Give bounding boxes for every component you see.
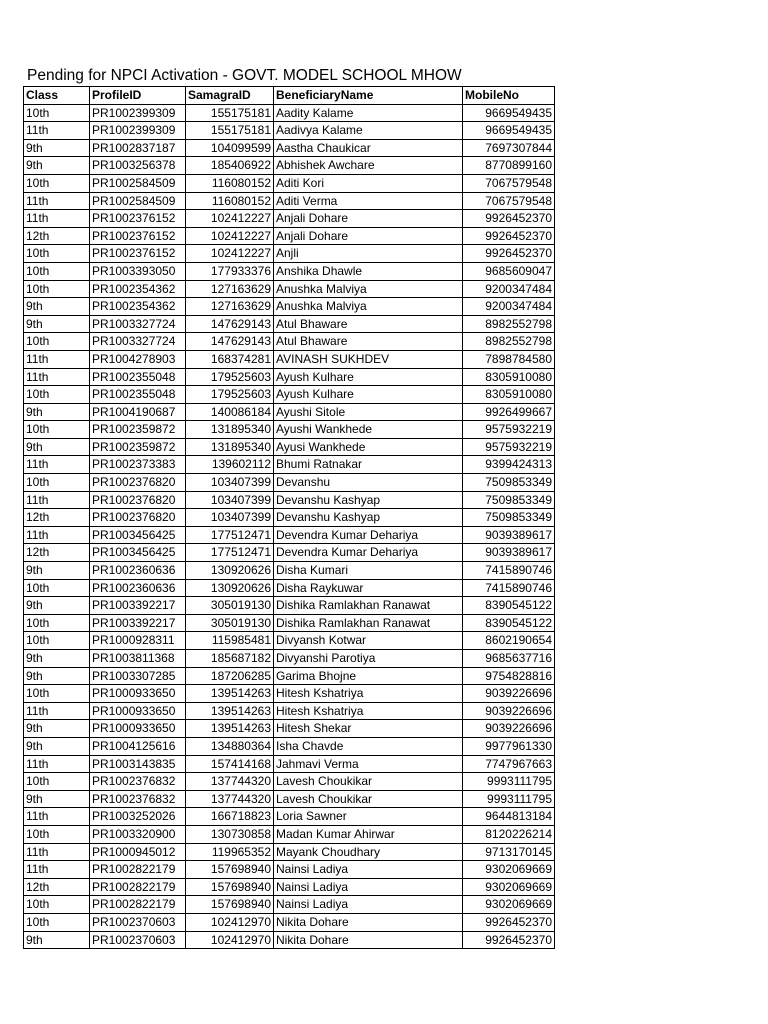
cell-profile-id[interactable]: PR1000933650	[90, 720, 186, 738]
cell-mobile-no[interactable]: 7747967663	[463, 755, 555, 773]
cell-class[interactable]: 10th	[24, 773, 90, 791]
table-row	[24, 104, 555, 122]
cell-beneficiary-name[interactable]: Anjali Dohare	[274, 210, 463, 228]
cell-beneficiary-name[interactable]: Ayushi Wankhede	[274, 421, 463, 439]
cell-profile-id[interactable]: PR1000933650	[90, 702, 186, 720]
cell-beneficiary-name[interactable]: Devendra Kumar Dehariya	[274, 526, 463, 544]
cell-samagra-id[interactable]: 102412227	[186, 210, 274, 228]
cell-profile-id[interactable]: PR1003393050	[90, 262, 186, 280]
cell-samagra-id[interactable]: 185406922	[186, 157, 274, 175]
cell-class[interactable]: 10th	[24, 421, 90, 439]
cell-class[interactable]: 12th	[24, 509, 90, 527]
table-row	[24, 614, 555, 632]
cell-mobile-no[interactable]: 9644813184	[463, 808, 555, 826]
table-row	[24, 157, 555, 175]
table-row	[24, 526, 555, 544]
cell-profile-id[interactable]: PR1002359872	[90, 438, 186, 456]
cell-profile-id[interactable]: PR1002584509	[90, 192, 186, 210]
cell-class[interactable]: 10th	[24, 174, 90, 192]
cell-beneficiary-name[interactable]: Hitesh Kshatriya	[274, 702, 463, 720]
table-row	[24, 491, 555, 509]
cell-samagra-id[interactable]: 166718823	[186, 808, 274, 826]
cell-mobile-no[interactable]: 7415890746	[463, 579, 555, 597]
cell-beneficiary-name[interactable]: Ayush Kulhare	[274, 386, 463, 404]
cell-beneficiary-name[interactable]: Bhumi Ratnakar	[274, 456, 463, 474]
cell-samagra-id[interactable]: 134880364	[186, 737, 274, 755]
cell-mobile-no[interactable]: 7697307844	[463, 139, 555, 157]
cell-samagra-id[interactable]: 103407399	[186, 474, 274, 492]
cell-profile-id[interactable]: PR1002355048	[90, 386, 186, 404]
table-row	[24, 262, 555, 280]
cell-profile-id[interactable]: PR1002354362	[90, 280, 186, 298]
cell-beneficiary-name[interactable]: Hitesh Kshatriya	[274, 685, 463, 703]
cell-beneficiary-name[interactable]: Nainsi Ladiya	[274, 861, 463, 879]
cell-mobile-no[interactable]: 9302069669	[463, 878, 555, 896]
cell-mobile-no[interactable]: 8982552798	[463, 315, 555, 333]
cell-samagra-id[interactable]: 102412227	[186, 227, 274, 245]
cell-beneficiary-name[interactable]: Dishika Ramlakhan Ranawat	[274, 614, 463, 632]
cell-beneficiary-name[interactable]: Nikita Dohare	[274, 931, 463, 949]
cell-samagra-id[interactable]: 130920626	[186, 562, 274, 580]
cell-samagra-id[interactable]: 103407399	[186, 509, 274, 527]
cell-samagra-id[interactable]: 179525603	[186, 386, 274, 404]
cell-beneficiary-name[interactable]: Atul Bhaware	[274, 333, 463, 351]
cell-class[interactable]: 9th	[24, 650, 90, 668]
table-row	[24, 474, 555, 492]
cell-beneficiary-name[interactable]: Ayushi Sitole	[274, 403, 463, 421]
cell-mobile-no[interactable]: 9039226696	[463, 720, 555, 738]
cell-samagra-id[interactable]: 103407399	[186, 491, 274, 509]
table-row	[24, 386, 555, 404]
cell-profile-id[interactable]: PR1003456425	[90, 526, 186, 544]
cell-beneficiary-name[interactable]: Disha Raykuwar	[274, 579, 463, 597]
cell-samagra-id[interactable]: 147629143	[186, 333, 274, 351]
cell-mobile-no[interactable]: 9669549435	[463, 104, 555, 122]
table-row	[24, 720, 555, 738]
cell-profile-id[interactable]: PR1004190687	[90, 403, 186, 421]
cell-profile-id[interactable]: PR1002822179	[90, 896, 186, 914]
cell-class[interactable]: 11th	[24, 843, 90, 861]
cell-profile-id[interactable]: PR1000933650	[90, 685, 186, 703]
cell-class[interactable]: 9th	[24, 298, 90, 316]
cell-mobile-no[interactable]: 8305910080	[463, 368, 555, 386]
cell-mobile-no[interactable]: 9039226696	[463, 702, 555, 720]
cell-class[interactable]: 9th	[24, 315, 90, 333]
table-row	[24, 896, 555, 914]
table-row	[24, 808, 555, 826]
table-header-row	[24, 87, 555, 105]
cell-beneficiary-name[interactable]: Abhishek Awchare	[274, 157, 463, 175]
cell-beneficiary-name[interactable]: AVINASH SUKHDEV	[274, 350, 463, 368]
cell-mobile-no[interactable]: 7067579548	[463, 174, 555, 192]
cell-profile-id[interactable]: PR1002376152	[90, 210, 186, 228]
table-row	[24, 650, 555, 668]
cell-samagra-id[interactable]: 131895340	[186, 421, 274, 439]
cell-mobile-no[interactable]: 7509853349	[463, 474, 555, 492]
cell-beneficiary-name[interactable]: Aditi Verma	[274, 192, 463, 210]
table-row	[24, 825, 555, 843]
table-row	[24, 685, 555, 703]
cell-beneficiary-name[interactable]: Madan Kumar Ahirwar	[274, 825, 463, 843]
cell-class[interactable]: 11th	[24, 350, 90, 368]
cell-mobile-no[interactable]: 9039389617	[463, 544, 555, 562]
cell-profile-id[interactable]: PR1002376152	[90, 227, 186, 245]
cell-samagra-id[interactable]: 116080152	[186, 192, 274, 210]
cell-beneficiary-name[interactable]: Aditi Kori	[274, 174, 463, 192]
cell-profile-id[interactable]: PR1002837187	[90, 139, 186, 157]
cell-samagra-id[interactable]: 185687182	[186, 650, 274, 668]
cell-beneficiary-name[interactable]: Jahmavi Verma	[274, 755, 463, 773]
cell-samagra-id[interactable]: 147629143	[186, 315, 274, 333]
table-row	[24, 403, 555, 421]
table-row	[24, 280, 555, 298]
cell-mobile-no[interactable]: 9754828816	[463, 667, 555, 685]
cell-class[interactable]: 9th	[24, 562, 90, 580]
cell-class[interactable]: 11th	[24, 755, 90, 773]
cell-profile-id[interactable]: PR1002376820	[90, 491, 186, 509]
cell-class[interactable]: 11th	[24, 491, 90, 509]
cell-beneficiary-name[interactable]: Ayusi Wankhede	[274, 438, 463, 456]
table-row	[24, 773, 555, 791]
cell-samagra-id[interactable]: 179525603	[186, 368, 274, 386]
cell-mobile-no[interactable]: 9669549435	[463, 122, 555, 140]
cell-mobile-no[interactable]: 8390545122	[463, 597, 555, 615]
cell-mobile-no[interactable]: 7067579548	[463, 192, 555, 210]
table-row	[24, 509, 555, 527]
cell-mobile-no[interactable]: 9302069669	[463, 861, 555, 879]
cell-samagra-id[interactable]: 177933376	[186, 262, 274, 280]
cell-mobile-no[interactable]: 9685637716	[463, 650, 555, 668]
cell-mobile-no[interactable]: 9926452370	[463, 245, 555, 263]
cell-class[interactable]: 10th	[24, 896, 90, 914]
cell-class[interactable]: 10th	[24, 632, 90, 650]
table-row	[24, 843, 555, 861]
table-row	[24, 368, 555, 386]
cell-profile-id[interactable]: PR1002370603	[90, 931, 186, 949]
cell-mobile-no[interactable]: 9713170145	[463, 843, 555, 861]
cell-class[interactable]: 10th	[24, 685, 90, 703]
cell-mobile-no[interactable]: 9399424313	[463, 456, 555, 474]
cell-profile-id[interactable]: PR1002399309	[90, 104, 186, 122]
column-header-mobile-no[interactable]: MobileNo	[463, 87, 555, 105]
cell-beneficiary-name[interactable]: Aadity Kalame	[274, 104, 463, 122]
cell-samagra-id[interactable]: 305019130	[186, 614, 274, 632]
cell-samagra-id[interactable]: 139514263	[186, 702, 274, 720]
cell-mobile-no[interactable]: 8390545122	[463, 614, 555, 632]
table-row	[24, 210, 555, 228]
cell-class[interactable]: 9th	[24, 438, 90, 456]
cell-beneficiary-name[interactable]: Garima Bhojne	[274, 667, 463, 685]
cell-profile-id[interactable]: PR1002822179	[90, 861, 186, 879]
cell-beneficiary-name[interactable]: Divyansh Kotwar	[274, 632, 463, 650]
cell-profile-id[interactable]: PR1002355048	[90, 368, 186, 386]
table-row	[24, 192, 555, 210]
cell-beneficiary-name[interactable]: Devendra Kumar Dehariya	[274, 544, 463, 562]
cell-beneficiary-name[interactable]: Divyanshi Parotiya	[274, 650, 463, 668]
cell-profile-id[interactable]: PR1003307285	[90, 667, 186, 685]
cell-samagra-id[interactable]: 130920626	[186, 579, 274, 597]
cell-profile-id[interactable]: PR1002822179	[90, 878, 186, 896]
cell-samagra-id[interactable]: 102412227	[186, 245, 274, 263]
cell-beneficiary-name[interactable]: Nainsi Ladiya	[274, 878, 463, 896]
cell-class[interactable]: 9th	[24, 667, 90, 685]
cell-profile-id[interactable]: PR1002584509	[90, 174, 186, 192]
cell-class[interactable]: 12th	[24, 878, 90, 896]
cell-samagra-id[interactable]: 130730858	[186, 825, 274, 843]
cell-profile-id[interactable]: PR1003392217	[90, 597, 186, 615]
table-row	[24, 122, 555, 140]
cell-samagra-id[interactable]: 127163629	[186, 298, 274, 316]
cell-profile-id[interactable]: PR1003327724	[90, 315, 186, 333]
table-row	[24, 298, 555, 316]
cell-samagra-id[interactable]: 119965352	[186, 843, 274, 861]
table-row	[24, 421, 555, 439]
cell-profile-id[interactable]: PR1002376832	[90, 773, 186, 791]
cell-beneficiary-name[interactable]: Devanshu	[274, 474, 463, 492]
cell-samagra-id[interactable]: 305019130	[186, 597, 274, 615]
table-row	[24, 597, 555, 615]
column-header-class[interactable]: Class	[24, 87, 90, 105]
cell-mobile-no[interactable]: 9926452370	[463, 913, 555, 931]
cell-profile-id[interactable]: PR1002376820	[90, 474, 186, 492]
cell-class[interactable]: 9th	[24, 597, 90, 615]
table-row	[24, 245, 555, 263]
cell-profile-id[interactable]: PR1003456425	[90, 544, 186, 562]
cell-mobile-no[interactable]: 9926452370	[463, 931, 555, 949]
cell-samagra-id[interactable]: 157698940	[186, 878, 274, 896]
cell-samagra-id[interactable]: 115985481	[186, 632, 274, 650]
cell-mobile-no[interactable]: 9575932219	[463, 438, 555, 456]
cell-mobile-no[interactable]: 9926499667	[463, 403, 555, 421]
beneficiary-table	[23, 86, 555, 949]
table-body	[24, 104, 555, 949]
table-row	[24, 315, 555, 333]
cell-beneficiary-name[interactable]: Aadivya Kalame	[274, 122, 463, 140]
table-row	[24, 632, 555, 650]
cell-profile-id[interactable]: PR1002373383	[90, 456, 186, 474]
cell-profile-id[interactable]: PR1002359872	[90, 421, 186, 439]
cell-profile-id[interactable]: PR1003143835	[90, 755, 186, 773]
cell-profile-id[interactable]: PR1002376152	[90, 245, 186, 263]
cell-beneficiary-name[interactable]: Lavesh Choukikar	[274, 790, 463, 808]
cell-profile-id[interactable]: PR1003252026	[90, 808, 186, 826]
cell-class[interactable]: 10th	[24, 825, 90, 843]
cell-class[interactable]: 10th	[24, 262, 90, 280]
cell-profile-id[interactable]: PR1002354362	[90, 298, 186, 316]
cell-beneficiary-name[interactable]: Anshika Dhawle	[274, 262, 463, 280]
cell-mobile-no[interactable]: 7509853349	[463, 491, 555, 509]
table-row	[24, 438, 555, 456]
cell-profile-id[interactable]: PR1002360636	[90, 562, 186, 580]
table-row	[24, 174, 555, 192]
cell-mobile-no[interactable]: 7415890746	[463, 562, 555, 580]
table-row	[24, 913, 555, 931]
cell-class[interactable]: 9th	[24, 720, 90, 738]
table-row	[24, 755, 555, 773]
cell-samagra-id[interactable]: 139514263	[186, 720, 274, 738]
cell-class[interactable]: 11th	[24, 526, 90, 544]
cell-profile-id[interactable]: PR1004125616	[90, 737, 186, 755]
table-row	[24, 737, 555, 755]
cell-beneficiary-name[interactable]: Hitesh Shekar	[274, 720, 463, 738]
cell-beneficiary-name[interactable]: Anushka Malviya	[274, 280, 463, 298]
cell-class[interactable]: 12th	[24, 544, 90, 562]
column-header-beneficiary-name[interactable]: BeneficiaryName	[274, 87, 463, 105]
table-row	[24, 544, 555, 562]
cell-samagra-id[interactable]: 157698940	[186, 896, 274, 914]
table-row	[24, 227, 555, 245]
table-row	[24, 861, 555, 879]
cell-profile-id[interactable]: PR1003256378	[90, 157, 186, 175]
cell-profile-id[interactable]: PR1002376820	[90, 509, 186, 527]
cell-profile-id[interactable]: PR1002370603	[90, 913, 186, 931]
cell-samagra-id[interactable]: 104099599	[186, 139, 274, 157]
cell-mobile-no[interactable]: 9200347484	[463, 280, 555, 298]
table-row	[24, 702, 555, 720]
cell-beneficiary-name[interactable]: Anjli	[274, 245, 463, 263]
cell-class[interactable]: 12th	[24, 227, 90, 245]
cell-class[interactable]: 11th	[24, 456, 90, 474]
cell-samagra-id[interactable]: 157698940	[186, 861, 274, 879]
cell-mobile-no[interactable]: 9200347484	[463, 298, 555, 316]
cell-class[interactable]: 10th	[24, 104, 90, 122]
cell-profile-id[interactable]: PR1000928311	[90, 632, 186, 650]
cell-class[interactable]: 10th	[24, 614, 90, 632]
table-row	[24, 456, 555, 474]
cell-beneficiary-name[interactable]: Isha Chavde	[274, 737, 463, 755]
cell-samagra-id[interactable]: 131895340	[186, 438, 274, 456]
cell-class[interactable]: 9th	[24, 157, 90, 175]
spreadsheet-sheet	[23, 66, 555, 949]
column-header-profile-id[interactable]: ProfileID	[90, 87, 186, 105]
cell-beneficiary-name[interactable]: Disha Kumari	[274, 562, 463, 580]
cell-mobile-no[interactable]: 7898784580	[463, 350, 555, 368]
cell-samagra-id[interactable]: 102412970	[186, 931, 274, 949]
cell-samagra-id[interactable]: 139602112	[186, 456, 274, 474]
table-row	[24, 667, 555, 685]
cell-mobile-no[interactable]: 9039389617	[463, 526, 555, 544]
table-row	[24, 139, 555, 157]
cell-samagra-id[interactable]: 187206285	[186, 667, 274, 685]
cell-class[interactable]: 9th	[24, 403, 90, 421]
table-row	[24, 790, 555, 808]
cell-mobile-no[interactable]: 9039226696	[463, 685, 555, 703]
cell-beneficiary-name[interactable]: Nainsi Ladiya	[274, 896, 463, 914]
table-row	[24, 931, 555, 949]
cell-mobile-no[interactable]: 9302069669	[463, 896, 555, 914]
cell-beneficiary-name[interactable]: Devanshu Kashyap	[274, 491, 463, 509]
cell-class[interactable]: 10th	[24, 386, 90, 404]
cell-class[interactable]: 10th	[24, 474, 90, 492]
cell-class[interactable]: 11th	[24, 210, 90, 228]
cell-samagra-id[interactable]: 157414168	[186, 755, 274, 773]
cell-beneficiary-name[interactable]: Anjali Dohare	[274, 227, 463, 245]
cell-mobile-no[interactable]: 7509853349	[463, 509, 555, 527]
cell-mobile-no[interactable]: 8120226214	[463, 825, 555, 843]
cell-samagra-id[interactable]: 137744320	[186, 790, 274, 808]
cell-samagra-id[interactable]: 116080152	[186, 174, 274, 192]
cell-beneficiary-name[interactable]: Lavesh Choukikar	[274, 773, 463, 791]
cell-profile-id[interactable]: PR1003392217	[90, 614, 186, 632]
cell-profile-id[interactable]: PR1003811368	[90, 650, 186, 668]
cell-samagra-id[interactable]: 155175181	[186, 104, 274, 122]
cell-mobile-no[interactable]: 8982552798	[463, 333, 555, 351]
cell-beneficiary-name[interactable]: Dishika Ramlakhan Ranawat	[274, 597, 463, 615]
cell-samagra-id[interactable]: 155175181	[186, 122, 274, 140]
cell-samagra-id[interactable]: 168374281	[186, 350, 274, 368]
page-title: Pending for NPCI Activation - GOVT. MODEL SCHOOL MHOW	[27, 67, 462, 84]
cell-class[interactable]: 11th	[24, 861, 90, 879]
cell-beneficiary-name[interactable]: Atul Bhaware	[274, 315, 463, 333]
cell-class[interactable]: 10th	[24, 579, 90, 597]
cell-beneficiary-name[interactable]: Aastha Chaukicar	[274, 139, 463, 157]
cell-mobile-no[interactable]: 9575932219	[463, 421, 555, 439]
cell-class[interactable]: 9th	[24, 737, 90, 755]
cell-class[interactable]: 11th	[24, 192, 90, 210]
cell-profile-id[interactable]: PR1004278903	[90, 350, 186, 368]
cell-class[interactable]: 10th	[24, 913, 90, 931]
table-row	[24, 333, 555, 351]
cell-profile-id[interactable]: PR1000945012	[90, 843, 186, 861]
cell-beneficiary-name[interactable]: Anushka Malviya	[274, 298, 463, 316]
cell-mobile-no[interactable]: 9993111795	[463, 790, 555, 808]
cell-class[interactable]: 11th	[24, 122, 90, 140]
cell-mobile-no[interactable]: 8602190654	[463, 632, 555, 650]
cell-class[interactable]: 10th	[24, 245, 90, 263]
cell-beneficiary-name[interactable]: Loria Sawner	[274, 808, 463, 826]
cell-mobile-no[interactable]: 9926452370	[463, 227, 555, 245]
cell-class[interactable]: 11th	[24, 702, 90, 720]
table-row	[24, 562, 555, 580]
cell-samagra-id[interactable]: 139514263	[186, 685, 274, 703]
cell-samagra-id[interactable]: 177512471	[186, 526, 274, 544]
cell-samagra-id[interactable]: 137744320	[186, 773, 274, 791]
cell-profile-id[interactable]: PR1002376832	[90, 790, 186, 808]
cell-beneficiary-name[interactable]: Nikita Dohare	[274, 913, 463, 931]
cell-beneficiary-name[interactable]: Devanshu Kashyap	[274, 509, 463, 527]
cell-beneficiary-name[interactable]: Mayank Choudhary	[274, 843, 463, 861]
cell-mobile-no[interactable]: 9977961330	[463, 737, 555, 755]
cell-profile-id[interactable]: PR1002399309	[90, 122, 186, 140]
column-header-samagra-id[interactable]: SamagraID	[186, 87, 274, 105]
cell-mobile-no[interactable]: 9926452370	[463, 210, 555, 228]
table-row	[24, 878, 555, 896]
cell-class[interactable]: 9th	[24, 931, 90, 949]
cell-class[interactable]: 10th	[24, 280, 90, 298]
cell-profile-id[interactable]: PR1003320900	[90, 825, 186, 843]
cell-class[interactable]: 9th	[24, 139, 90, 157]
cell-profile-id[interactable]: PR1003327724	[90, 333, 186, 351]
cell-mobile-no[interactable]: 9993111795	[463, 773, 555, 791]
cell-samagra-id[interactable]: 127163629	[186, 280, 274, 298]
table-row	[24, 579, 555, 597]
cell-mobile-no[interactable]: 8770899160	[463, 157, 555, 175]
cell-class[interactable]: 10th	[24, 333, 90, 351]
cell-samagra-id[interactable]: 102412970	[186, 913, 274, 931]
cell-class[interactable]: 11th	[24, 368, 90, 386]
table-row	[24, 350, 555, 368]
cell-class[interactable]: 11th	[24, 808, 90, 826]
cell-beneficiary-name[interactable]: Ayush Kulhare	[274, 368, 463, 386]
cell-profile-id[interactable]: PR1002360636	[90, 579, 186, 597]
cell-mobile-no[interactable]: 9685609047	[463, 262, 555, 280]
cell-samagra-id[interactable]: 140086184	[186, 403, 274, 421]
cell-mobile-no[interactable]: 8305910080	[463, 386, 555, 404]
cell-samagra-id[interactable]: 177512471	[186, 544, 274, 562]
cell-class[interactable]: 9th	[24, 790, 90, 808]
